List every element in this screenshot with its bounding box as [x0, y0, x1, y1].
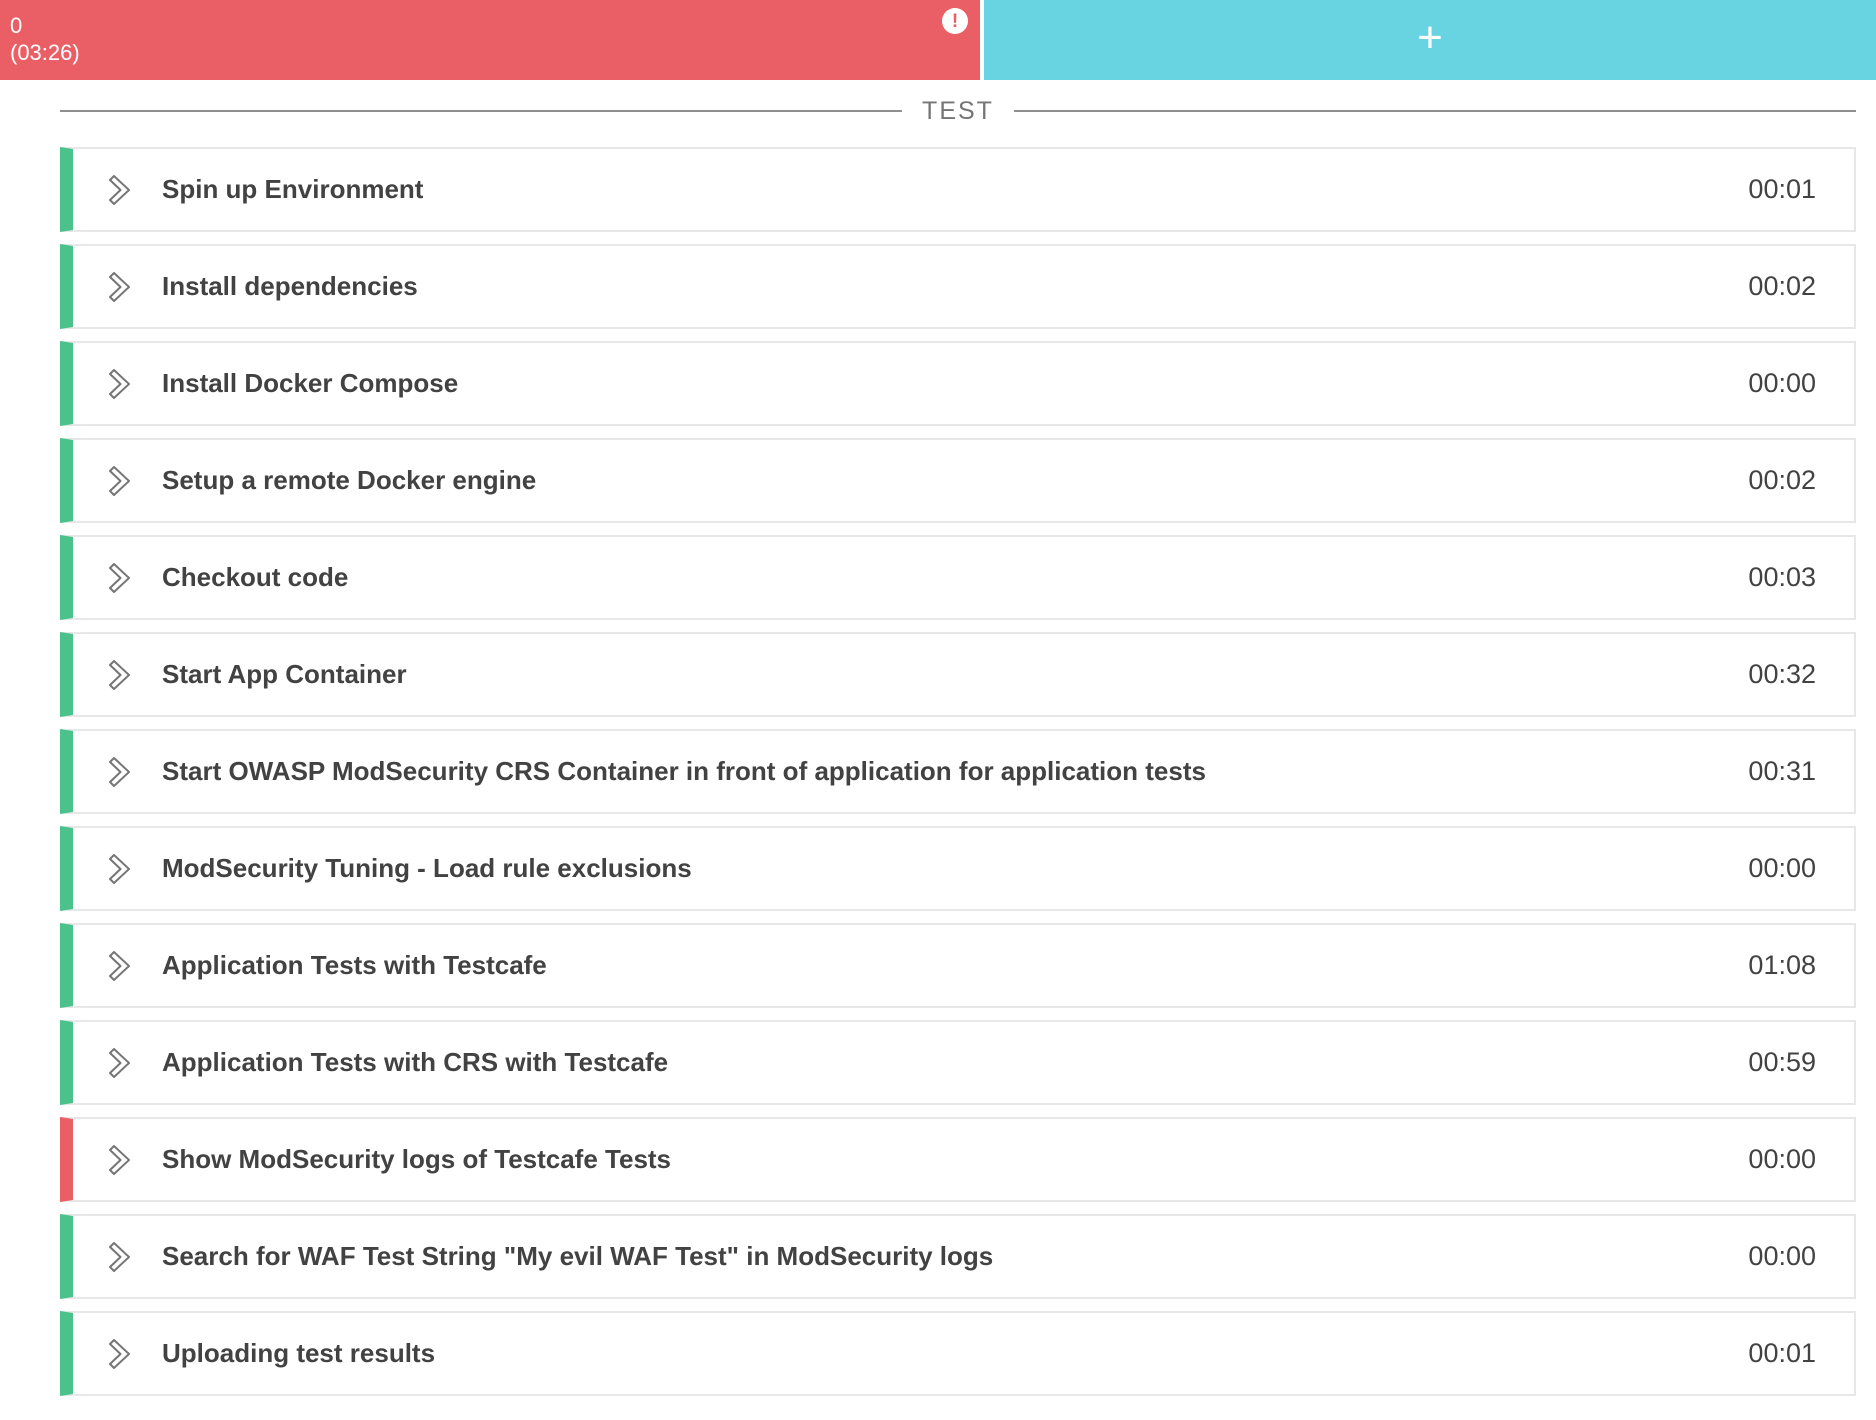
chevron-right-icon	[107, 1143, 133, 1177]
chevron-right-icon	[107, 949, 133, 983]
chevron-right-icon	[107, 561, 133, 595]
step-row[interactable]	[60, 147, 1856, 232]
step-title: Show ModSecurity logs of Testcafe Tests	[162, 1144, 672, 1174]
step-title: Install Docker Compose	[162, 368, 459, 398]
step-duration: 00:00	[1748, 1241, 1816, 1271]
section-title: TEST	[922, 96, 994, 125]
step-title: Checkout code	[162, 562, 349, 592]
job-steps-panel	[0, 92, 1876, 1396]
add-tab[interactable]	[984, 0, 1876, 80]
chevron-right-icon	[107, 1337, 133, 1371]
chevron-right-icon	[107, 1240, 133, 1274]
step-title: Start App Container	[162, 659, 407, 689]
failed-jobs-count: 0	[10, 13, 23, 38]
step-duration: 00:32	[1748, 659, 1816, 689]
step-duration: 00:31	[1748, 756, 1816, 786]
failed-jobs-duration: (03:26)	[10, 40, 80, 65]
step-duration: 00:02	[1748, 271, 1816, 301]
chevron-right-icon	[107, 367, 133, 401]
step-duration: 00:59	[1748, 1047, 1816, 1077]
chevron-right-icon	[107, 464, 133, 498]
step-row[interactable]	[60, 535, 1856, 620]
step-row[interactable]	[60, 438, 1856, 523]
step-duration: 00:00	[1748, 368, 1816, 398]
step-title: Start OWASP ModSecurity CRS Container in front of application for application tests	[162, 756, 1206, 786]
step-row[interactable]	[60, 1117, 1856, 1202]
chevron-right-icon	[107, 173, 133, 207]
step-title: Application Tests with CRS with Testcafe	[162, 1047, 669, 1077]
step-row[interactable]	[60, 1214, 1856, 1299]
step-title: ModSecurity Tuning - Load rule exclusions	[162, 853, 692, 883]
step-duration: 00:01	[1748, 1338, 1816, 1368]
step-duration: 00:02	[1748, 465, 1816, 495]
chevron-right-icon	[107, 270, 133, 304]
failed-jobs-tab[interactable]	[0, 0, 980, 80]
step-row[interactable]	[60, 729, 1856, 814]
step-row[interactable]	[60, 826, 1856, 911]
step-duration: 00:01	[1748, 174, 1816, 204]
step-list	[60, 147, 1856, 1396]
chevron-right-icon	[107, 852, 133, 886]
step-title: Search for WAF Test String "My evil WAF Test" in ModSecurity logs	[162, 1241, 994, 1271]
step-row[interactable]	[60, 244, 1856, 329]
step-duration: 00:03	[1748, 562, 1816, 592]
step-title: Install dependencies	[162, 271, 418, 301]
step-row[interactable]	[60, 341, 1856, 426]
chevron-right-icon	[107, 1046, 133, 1080]
step-title: Application Tests with Testcafe	[162, 950, 547, 980]
step-row[interactable]	[60, 923, 1856, 1008]
step-title: Spin up Environment	[162, 174, 424, 204]
build-jobs-tab-bar	[0, 0, 1876, 80]
step-title: Uploading test results	[162, 1338, 436, 1368]
step-row[interactable]	[60, 632, 1856, 717]
step-duration: 01:08	[1748, 950, 1816, 980]
step-duration: 00:00	[1748, 853, 1816, 883]
step-row[interactable]	[60, 1020, 1856, 1105]
plus-icon: +	[1417, 13, 1443, 62]
chevron-right-icon	[107, 658, 133, 692]
alert-exclamation-icon: !	[942, 8, 968, 34]
test-section-divider	[60, 92, 1856, 130]
divider-line-left	[60, 110, 902, 112]
chevron-right-icon	[107, 755, 133, 789]
step-row[interactable]	[60, 1311, 1856, 1396]
step-duration: 00:00	[1748, 1144, 1816, 1174]
step-title: Setup a remote Docker engine	[162, 465, 537, 495]
divider-line-right	[1014, 110, 1856, 112]
